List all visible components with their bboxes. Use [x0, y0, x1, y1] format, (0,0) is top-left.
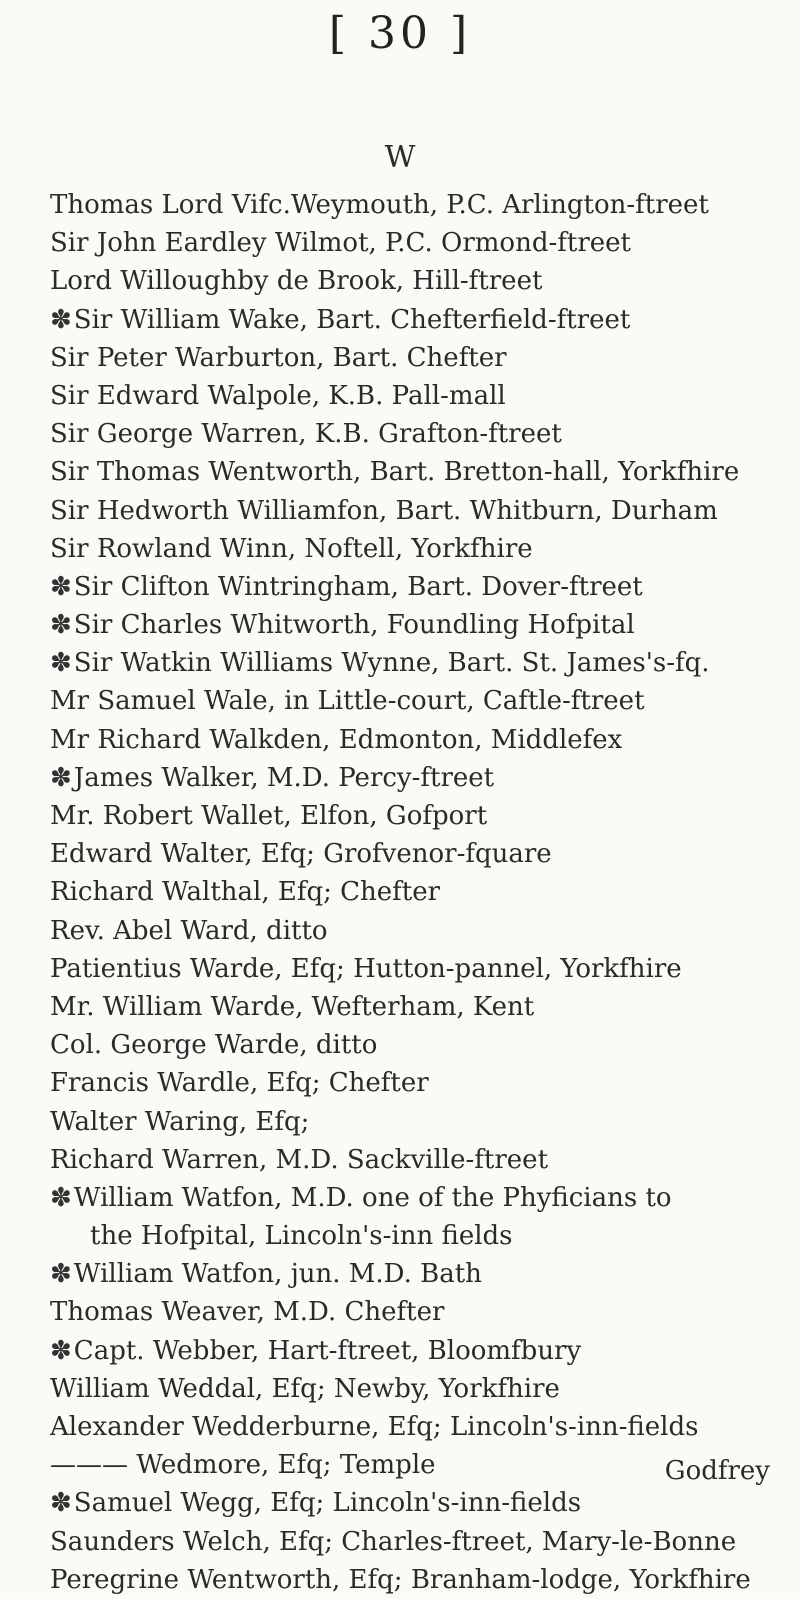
subscriber-entry-text: Samuel Wegg, Efq; Lincoln's-inn-fields [73, 1488, 582, 1519]
subscriber-entry-text: Thomas Weaver, M.D. Chefter [50, 1297, 445, 1328]
subscriber-entry [50, 415, 790, 453]
asterisk-mark-icon: ✽ [50, 610, 72, 641]
subscriber-entry-text: Sir William Wake, Bart. Chefterfield-ftreet [73, 304, 631, 335]
subscriber-entry [50, 606, 790, 644]
asterisk-mark-icon: ✽ [50, 304, 72, 335]
subscriber-entry-text: Col. George Warde, ditto [50, 1030, 378, 1061]
subscriber-entry-text: Saunders Welch, Efq; Charles-ftreet, Mary-le-Bonne [50, 1526, 737, 1557]
subscriber-entry [50, 568, 790, 606]
subscriber-entry-text: Patientius Warde, Efq; Hutton-pannel, Yorkfhire [50, 953, 682, 984]
subscriber-entry [50, 1408, 790, 1446]
subscriber-entry-text: Thomas Lord Vifc.Weymouth, P.C. Arlington-ftreet [50, 190, 709, 220]
subscriber-entry [50, 377, 790, 415]
asterisk-mark-icon: ✽ [50, 648, 72, 679]
subscriber-entry [50, 186, 790, 224]
subscriber-entry-text: Sir Hedworth Williamfon, Bart. Whitburn, Durham [50, 495, 718, 526]
subscriber-entry [50, 1064, 790, 1102]
subscriber-entry-text: Alexander Wedderburne, Efq; Lincoln's-inn-fields [50, 1412, 699, 1442]
subscriber-entry [50, 530, 790, 568]
subscriber-entry-text: ——— Wedmore, Efq; Temple [50, 1450, 436, 1481]
subscriber-entry [50, 912, 790, 950]
subscriber-entry-text: Sir Charles Whitworth, Foundling Hofpital [73, 610, 635, 641]
subscriber-entry [50, 1255, 790, 1293]
asterisk-mark-icon: ✽ [50, 571, 72, 602]
subscriber-entry [50, 492, 790, 530]
subscriber-entry [50, 988, 790, 1026]
subscriber-entry-text: Sir Watkin Williams Wynne, Bart. St. James's-fq. [73, 648, 710, 679]
subscriber-entry [50, 759, 790, 797]
subscriber-entry-text: Sir Rowland Winn, Noftell, Yorkfhire [50, 533, 533, 564]
subscriber-entry-text: William Watfon, jun. M.D. Bath [73, 1259, 482, 1290]
subscriber-entry-text: Mr Richard Walkden, Edmonton, Middlefex [50, 724, 623, 755]
subscriber-entry [50, 950, 790, 988]
subscriber-entry [50, 797, 790, 835]
subscriber-entry-text: Sir Edward Walpole, K.B. Pall-mall [50, 380, 506, 411]
asterisk-mark-icon: ✽ [50, 1335, 72, 1366]
subscriber-entry [50, 262, 790, 300]
subscriber-entry-text: Lord Willoughby de Brook, Hill-ftreet [50, 266, 543, 297]
subscriber-entry-text: Mr Samuel Wale, in Little-court, Caftle-ftreet [50, 686, 645, 717]
subscriber-entry [50, 682, 790, 720]
subscriber-entry-text: Peregrine Wentworth, Efq; Branham-lodge, Yorkfhire [50, 1564, 751, 1595]
subscriber-entry [50, 1370, 790, 1408]
subscriber-entry [50, 1561, 790, 1599]
subscriber-entry-text: William Watfon, M.D. one of the Phyficians to [73, 1182, 672, 1213]
subscriber-entry [50, 1026, 790, 1064]
subscriber-entry [50, 453, 790, 491]
page-number: [ 30 ] [328, 8, 472, 59]
subscriber-entry-text: Sir George Warren, K.B. Grafton-ftreet [50, 419, 562, 450]
subscriber-entry-text: Sir Clifton Wintringham, Bart. Dover-ftreet [73, 571, 643, 602]
asterisk-mark-icon: ✽ [50, 1488, 72, 1519]
subscriber-entry-text: William Weddal, Efq; Newby, Yorkfhire [50, 1373, 560, 1404]
subscriber-entry-text: Rev. Abel Ward, ditto [50, 915, 328, 946]
asterisk-mark-icon: ✽ [50, 1182, 72, 1213]
subscriber-entry [50, 1217, 790, 1255]
subscriber-entry [50, 301, 790, 339]
subscriber-entry-text: Sir Thomas Wentworth, Bart. Bretton-hall, Yorkfhire [50, 457, 740, 488]
subscriber-entry [50, 644, 790, 682]
subscriber-entry-text: Walter Waring, Efq; [50, 1106, 310, 1137]
subscriber-entry [50, 1293, 790, 1331]
subscriber-entry [50, 835, 790, 873]
subscriber-entry [50, 1179, 790, 1217]
subscriber-entry-text: Sir Peter Warburton, Bart. Chefter [50, 342, 507, 373]
section-letter: W [384, 140, 416, 175]
subscriber-entry [50, 224, 790, 262]
subscriber-entry [50, 1523, 790, 1561]
asterisk-mark-icon: ✽ [50, 762, 72, 793]
subscriber-entry [50, 339, 790, 377]
subscriber-entry-text: Mr. Robert Wallet, Elfon, Gofport [50, 801, 488, 831]
subscriber-entry [50, 1141, 790, 1179]
subscriber-entry [50, 1484, 790, 1522]
catchword: Godfrey [664, 1456, 770, 1486]
subscriber-entry-text: Capt. Webber, Hart-ftreet, Bloomfbury [73, 1335, 582, 1366]
subscriber-entry-text: Sir John Eardley Wilmot, P.C. Ormond-ftreet [50, 228, 631, 259]
subscriber-entry-text: Richard Warren, M.D. Sackville-ftreet [50, 1144, 549, 1175]
subscriber-entry [50, 1103, 790, 1141]
subscriber-list [50, 186, 790, 1599]
subscriber-entry-text: Richard Walthal, Efq; Chefter [50, 877, 441, 908]
asterisk-mark-icon: ✽ [50, 1259, 72, 1290]
subscriber-entry-text: Francis Wardle, Efq; Chefter [50, 1068, 429, 1099]
subscriber-entry [50, 721, 790, 759]
subscriber-entry-text: Edward Walter, Efq; Grofvenor-fquare [50, 839, 552, 870]
subscriber-entry [50, 873, 790, 911]
subscriber-entry-text: Mr. William Warde, Wefterham, Kent [50, 991, 535, 1022]
subscriber-entry-text: James Walker, M.D. Percy-ftreet [73, 762, 495, 793]
subscriber-entry-text: the Hofpital, Lincoln's-inn fields [90, 1221, 513, 1252]
subscriber-entry [50, 1332, 790, 1370]
